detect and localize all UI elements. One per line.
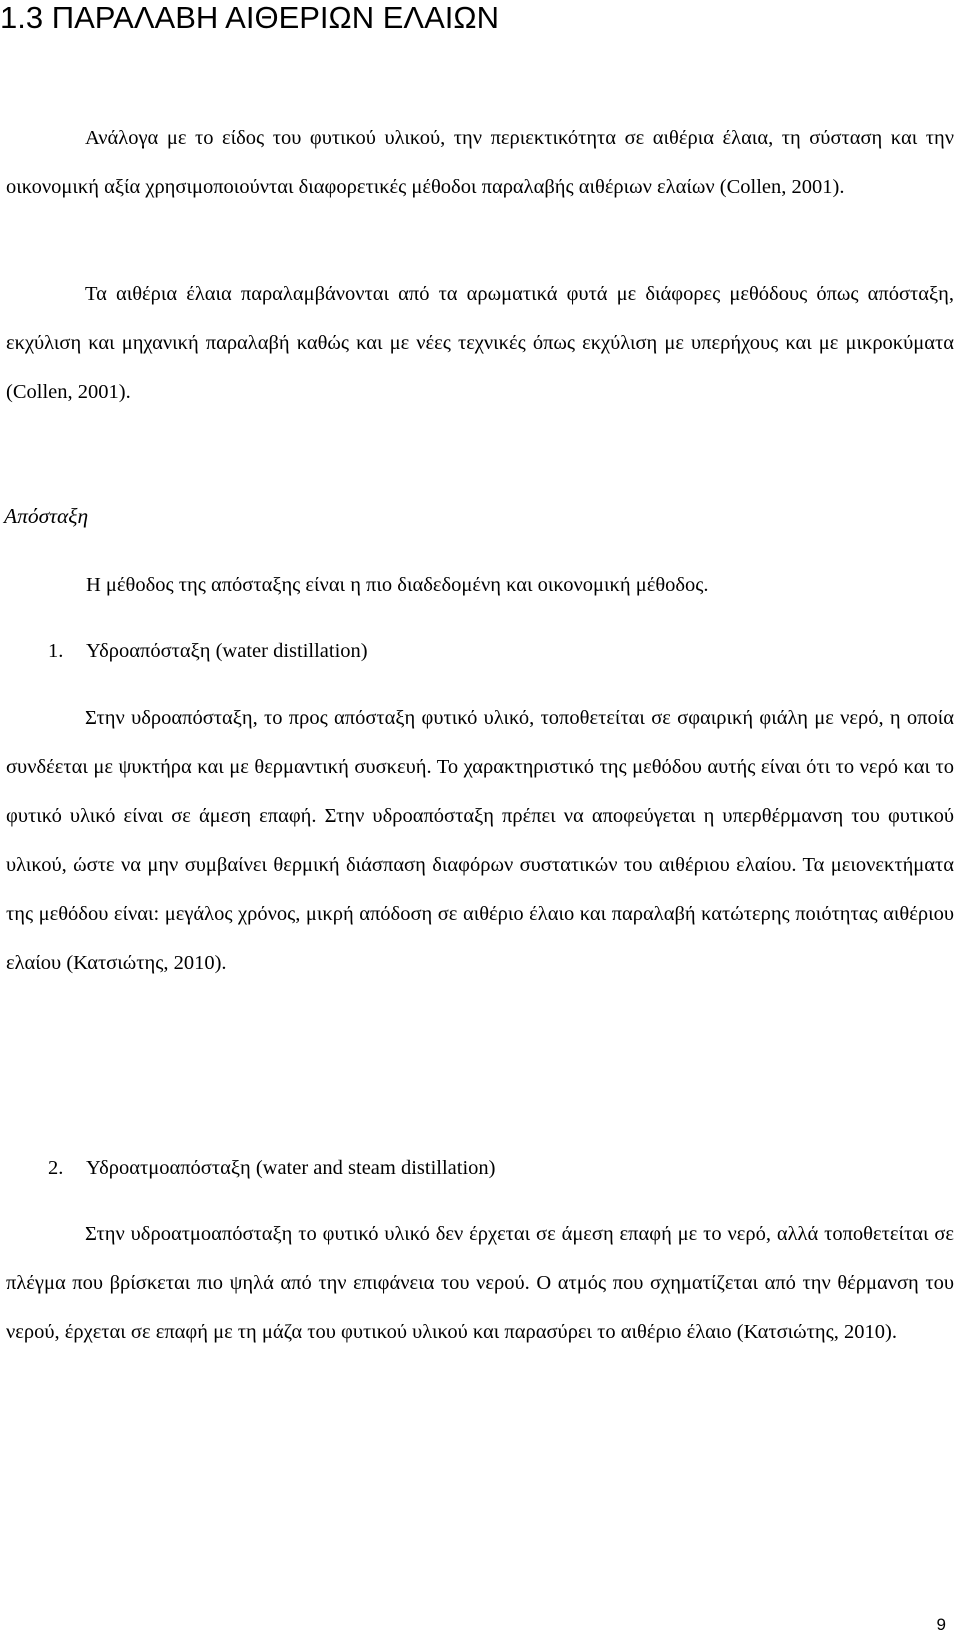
water-distillation-paragraph: Στην υδροαπόσταξη, το προς απόσταξη φυτικό υλικό, τοποθετείται σε σφαιρική φιάλη με νερό, η οποία συνδέεται με ψυκτήρα και με θερμαντική συσκευή. Το χαρακτηριστικό της μεθόδου αυτής είναι ότι το νερό και το φυτικό υλικό είναι σε άμεση επαφή. Στην υδροαπόσταξη πρέπει να αποφεύγεται η υπερθέρμανση του φυτικού υλικού, ώστε να μην συμβαίνει θερμική διάσπαση διαφόρων συστατικών του αιθέριου ελαίου. Τα μειονεκτήματα της μεθόδου είναι: μεγάλος χρόνος, μικρή απόδοση σε αιθέριο έλαιο και παραλαβή κατώτερης ποιότητας αιθέριου ελαίου (Κατσιώτης, 2010). (6, 707, 954, 974)
list-item-label: Υδροαπόσταξη (water distillation) (86, 640, 368, 662)
distillation-intro-text: Η μέθοδος της απόσταξης είναι η πιο διαδεδομένη και οικονομική μέθοδος. (86, 574, 709, 596)
list-item-water-steam-distillation (48, 1154, 495, 1182)
methods-paragraph: Τα αιθέρια έλαια παραλαμβάνονται από τα αρωματικά φυτά με διάφορες μεθόδους όπως απόσταξη, εκχύλιση και μηχανική παραλαβή καθώς και με νέες τεχνικές όπως εκχύλιση με υπερήχους και με μικροκύματα (Collen, 2001). (6, 283, 954, 403)
list-item-label: Υδροατμοαπόσταξη (water and steam distillation) (86, 1157, 496, 1179)
water-steam-distillation-paragraph: Στην υδροατμοαπόσταξη το φυτικό υλικό δεν έρχεται σε άμεση επαφή με το νερό, αλλά τοποθετείται σε πλέγμα που βρίσκεται πιο ψηλά από την επιφάνεια του νερού. Ο ατμός που σχηματίζεται από την θέρμανση του νερού, έρχεται σε επαφή με τη μάζα του φυτικού υλικού και παρασύρει το αιθέριο έλαιο (Κατσιώτης, 2010). (6, 1223, 954, 1343)
list-item-number: 2. (48, 1157, 64, 1179)
list-item-water-distillation (48, 637, 368, 665)
distillation-subheading: Απόσταξη (4, 504, 89, 528)
list-item-number: 1. (48, 640, 64, 662)
section-heading: 1.3 ΠΑΡΑΛΑΒΗ ΑΙΘΕΡΙΩΝ ΕΛΑΙΩΝ (0, 0, 499, 35)
page-number: 9 (936, 1615, 946, 1634)
intro-paragraph: Ανάλογα με το είδος του φυτικού υλικού, την περιεκτικότητα σε αιθέρια έλαια, τη σύσταση και την οικονομική αξία χρησιμοποιούνται διαφορετικές μέθοδοι παραλαβής αιθέριων ελαίων (Collen, 2001). (6, 127, 954, 198)
